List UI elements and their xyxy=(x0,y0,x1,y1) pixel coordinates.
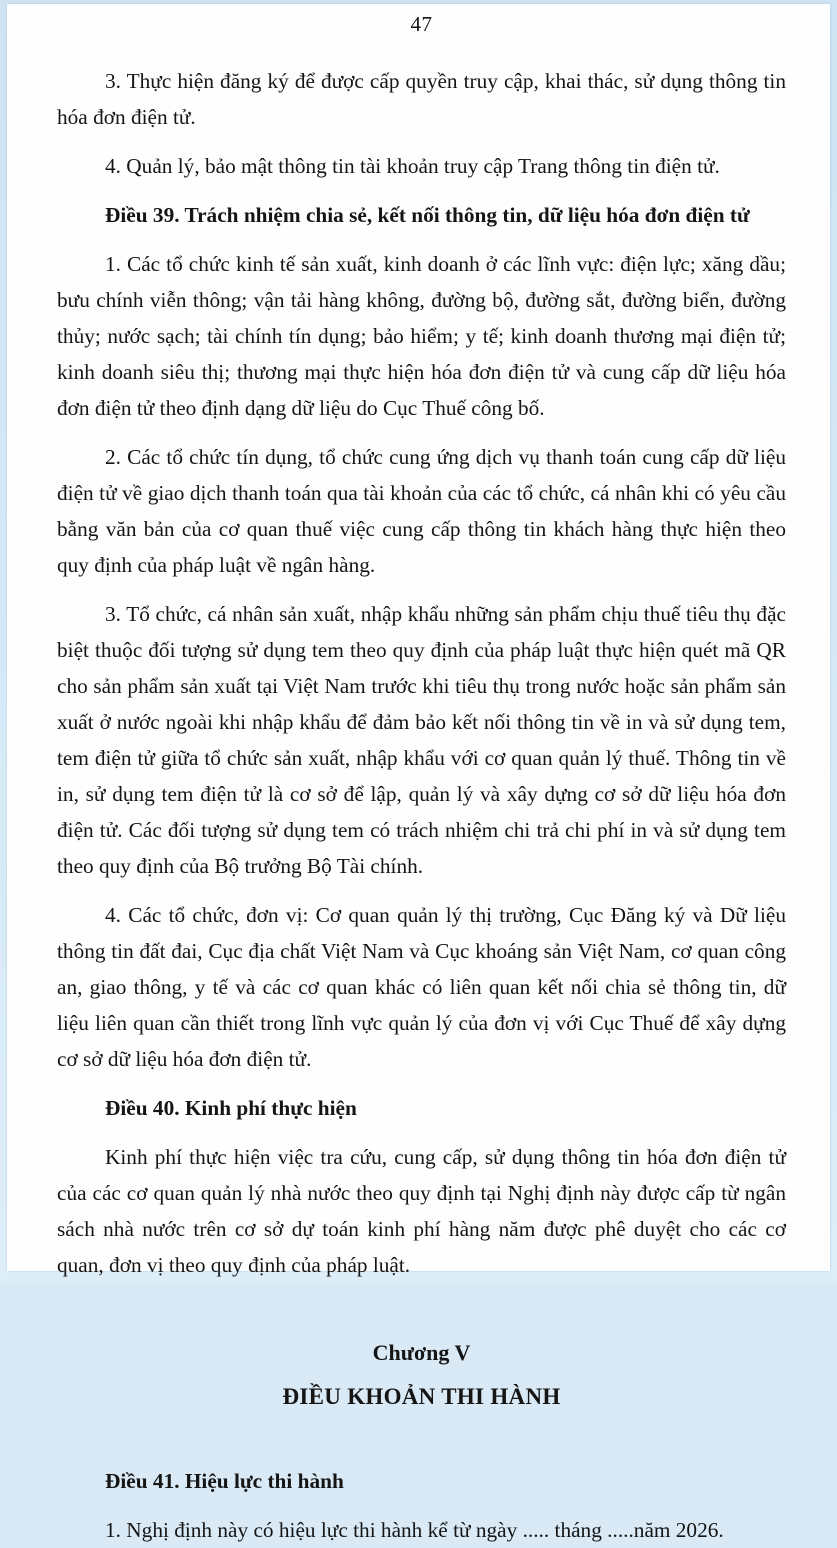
article-41-heading: Điều 41. Hiệu lực thi hành xyxy=(105,1469,344,1493)
article-39-clause-4: 4. Các tổ chức, đơn vị: Cơ quan quản lý thị trường, Cục Đăng ký và Dữ liệu thông tin đất đai, Cục địa chất Việt Nam và Cục khoáng sản Việt Nam, cơ quan công an, giao thông, y tế và các cơ quan khác có liên quan kết nối chia sẻ thông tin, dữ liệu liên quan cần thiết trong lĩnh vực quản lý của đơn vị với Cục Thuế để xây dựng cơ sở dữ liệu hóa đơn điện tử. xyxy=(57,903,786,1071)
article-39-heading: Điều 39. Trách nhiệm chia sẻ, kết nối thông tin, dữ liệu hóa đơn điện tử xyxy=(105,203,750,227)
article-39-clause-3: 3. Tổ chức, cá nhân sản xuất, nhập khẩu những sản phẩm chịu thuế tiêu thụ đặc biệt thuộc đối tượng sử dụng tem theo quy định của pháp luật thực hiện quét mã QR cho sản phẩm sản xuất tại Việt Nam trước khi tiêu thụ trong nước hoặc sản phẩm sản xuất ở nước ngoài khi nhập khẩu để đảm bảo kết nối thông tin về in và sử dụng tem, tem điện tử giữa tổ chức sản xuất, nhập khẩu với cơ quan quản lý thuế. Thông tin về in, sử dụng tem điện tử là cơ sở để lập, quản lý và xây dựng cơ sở dữ liệu hóa đơn điện tử. Các đối tượng sử dụng tem có trách nhiệm chi trả chi phí in và sử dụng tem theo quy định của Bộ trưởng Bộ Tài chính. xyxy=(57,602,786,878)
chapter-5-block xyxy=(57,1337,786,1413)
article-40-heading: Điều 40. Kinh phí thực hiện xyxy=(105,1096,357,1120)
article-39-clause-1: 1. Các tổ chức kinh tế sản xuất, kinh doanh ở các lĩnh vực: điện lực; xăng dầu; bưu chính viễn thông; vận tải hàng không, đường bộ, đường sắt, đường biển, đường thủy; nước sạch; tài chính tín dụng; bảo hiểm; y tế; kinh doanh thương mại điện tử; kinh doanh siêu thị; thương mại thực hiện hóa đơn điện tử và cung cấp dữ liệu hóa đơn điện tử theo định dạng dữ liệu do Cục Thuế công bố. xyxy=(57,252,786,420)
clause-3-registration: 3. Thực hiện đăng ký để được cấp quyền truy cập, khai thác, sử dụng thông tin hóa đơn điện tử. xyxy=(57,69,786,129)
clause-4-account-security: 4. Quản lý, bảo mật thông tin tài khoản truy cập Trang thông tin điện tử. xyxy=(105,154,720,178)
article-39-clause-2: 2. Các tổ chức tín dụng, tổ chức cung ứng dịch vụ thanh toán cung cấp dữ liệu điện tử về giao dịch thanh toán qua tài khoản của các tổ chức, cá nhân khi có yêu cầu bằng văn bản của cơ quan thuế việc cung cấp thông tin khách hàng thực hiện theo quy định của pháp luật về ngân hàng. xyxy=(57,445,786,577)
document-page xyxy=(7,4,830,1542)
chapter-label: Chương V xyxy=(372,1340,471,1365)
article-40-body: Kinh phí thực hiện việc tra cứu, cung cấp, sử dụng thông tin hóa đơn điện tử của các cơ quan quản lý nhà nước theo quy định tại Nghị định này được cấp từ ngân sách nhà nước trên cơ sở dự toán kinh phí hàng năm được phê duyệt cho các cơ quan, đơn vị theo quy định của pháp luật. xyxy=(57,1145,786,1277)
article-41-clause-1: 1. Nghị định này có hiệu lực thi hành kể từ ngày ..... tháng .....năm 2026. xyxy=(105,1518,724,1542)
page-number: 47 xyxy=(410,12,433,36)
chapter-title: ĐIỀU KHOẢN THI HÀNH xyxy=(282,1384,561,1409)
